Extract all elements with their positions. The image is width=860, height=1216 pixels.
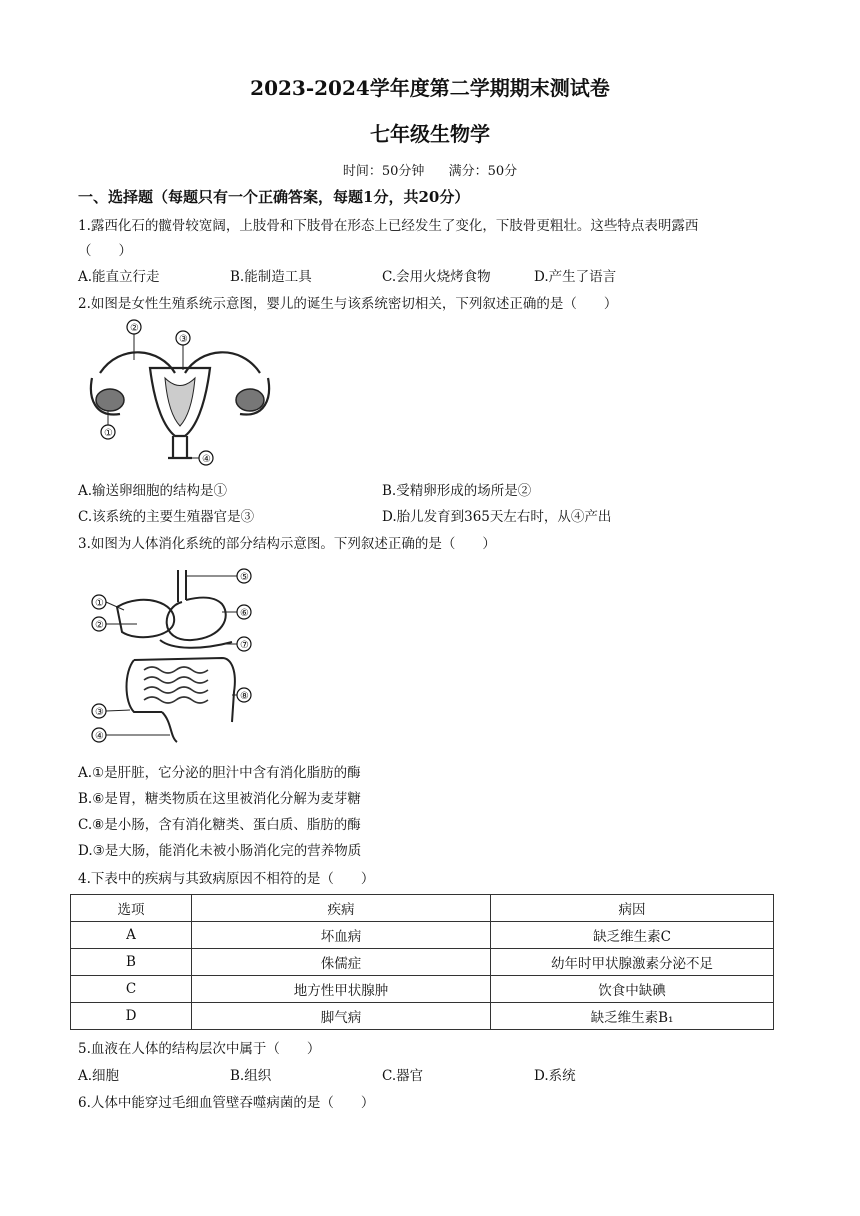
table-row bbox=[71, 976, 774, 1003]
fig2-label-4: ④ bbox=[202, 454, 211, 465]
disease-table bbox=[70, 894, 774, 1030]
q1-option-c: C.会用火烧烤食物 bbox=[382, 269, 491, 285]
q1-option-a: A.能直立行走 bbox=[78, 269, 160, 285]
q2-option-c: C.该系统的主要生殖器官是③ bbox=[78, 509, 255, 525]
table-cell: 脚气病 bbox=[192, 1003, 491, 1030]
fig3-label-1: ① bbox=[95, 598, 104, 609]
question-1-stem: 1.露西化石的髋骨较宽阔，上肢骨和下肢骨在形态上已经发生了变化，下肢骨更粗壮。这些特点表明露西 bbox=[78, 218, 699, 234]
question-5-stem: 5.血液在人体的结构层次中属于（ ） bbox=[78, 1041, 321, 1057]
q2-option-d: D.胎儿发育到365天左右时，从④产出 bbox=[382, 509, 612, 525]
q3-option-b: B.⑥是胃，糖类物质在这里被消化分解为麦芽糖 bbox=[78, 791, 361, 807]
fig3-label-5: ⑤ bbox=[240, 572, 249, 583]
digestive-system-figure bbox=[82, 562, 262, 752]
table-row bbox=[71, 922, 774, 949]
question-6-stem: 6.人体中能穿过毛细血管壁吞噬病菌的是（ ） bbox=[78, 1095, 375, 1111]
table-cell: 饮食中缺碘 bbox=[491, 976, 774, 1003]
q1-option-d: D.产生了语言 bbox=[534, 269, 617, 285]
table-header-option: 选项 bbox=[71, 895, 192, 922]
fig3-label-8: ⑧ bbox=[240, 691, 249, 702]
table-cell: C bbox=[71, 976, 192, 1003]
question-1-bracket: （ ） bbox=[78, 243, 132, 259]
question-3-stem: 3.如图为人体消化系统的部分结构示意图。下列叙述正确的是（ ） bbox=[78, 536, 496, 552]
table-cell: 缺乏维生素B₁ bbox=[491, 1003, 774, 1030]
table-header-cause: 病因 bbox=[491, 895, 774, 922]
fig3-label-2: ② bbox=[95, 620, 104, 631]
fig3-label-6: ⑥ bbox=[240, 608, 249, 619]
table-cell: 缺乏维生素C bbox=[491, 922, 774, 949]
table-row bbox=[71, 1003, 774, 1030]
female-reproductive-system-figure bbox=[80, 318, 280, 470]
q3-option-c: C.⑧是小肠，含有消化糖类、蛋白质、脂肪的酶 bbox=[78, 817, 361, 833]
q3-option-d: D.③是大肠，能消化未被小肠消化完的营养物质 bbox=[78, 843, 362, 859]
fig3-label-7: ⑦ bbox=[240, 640, 249, 651]
table-cell: 幼年时甲状腺激素分泌不足 bbox=[491, 949, 774, 976]
question-2-stem: 2.如图是女性生殖系统示意图，婴儿的诞生与该系统密切相关，下列叙述正确的是（ ） bbox=[78, 296, 618, 312]
table-header-row bbox=[71, 895, 774, 922]
q5-option-c: C.器官 bbox=[382, 1068, 424, 1084]
q3-option-a: A.①是肝脏，它分泌的胆汁中含有消化脂肪的酶 bbox=[78, 765, 361, 781]
table-cell: B bbox=[71, 949, 192, 976]
exam-score: 满分：50分 bbox=[448, 164, 518, 179]
table-cell: 地方性甲状腺肿 bbox=[192, 976, 491, 1003]
page-title: 2023-2024学年度第二学期期末测试卷 bbox=[250, 76, 610, 100]
q5-option-a: A.细胞 bbox=[78, 1068, 120, 1084]
fig2-label-3: ③ bbox=[179, 334, 188, 345]
fig3-label-3: ③ bbox=[95, 707, 104, 718]
fig2-label-1: ① bbox=[104, 428, 113, 439]
fig2-label-2: ② bbox=[130, 323, 139, 334]
question-4-stem: 4.下表中的疾病与其致病原因不相符的是（ ） bbox=[78, 871, 375, 887]
table-cell: A bbox=[71, 922, 192, 949]
table-cell: D bbox=[71, 1003, 192, 1030]
q1-option-b: B.能制造工具 bbox=[230, 269, 312, 285]
table-header-disease: 疾病 bbox=[192, 895, 491, 922]
section-heading: 一、选择题（每题只有一个正确答案，每题1分，共20分） bbox=[78, 188, 470, 206]
table-cell: 侏儒症 bbox=[192, 949, 491, 976]
exam-time: 时间：50分钟 bbox=[342, 164, 425, 179]
fig3-label-4: ④ bbox=[95, 731, 104, 742]
q2-option-b: B.受精卵形成的场所是② bbox=[382, 483, 532, 499]
q5-option-d: D.系统 bbox=[534, 1068, 576, 1084]
page-subtitle: 七年级生物学 bbox=[370, 122, 490, 146]
table-row bbox=[71, 949, 774, 976]
table-cell: 坏血病 bbox=[192, 922, 491, 949]
q5-option-b: B.组织 bbox=[230, 1068, 272, 1084]
exam-meta bbox=[0, 160, 860, 179]
q2-option-a: A.输送卵细胞的结构是① bbox=[78, 483, 228, 499]
